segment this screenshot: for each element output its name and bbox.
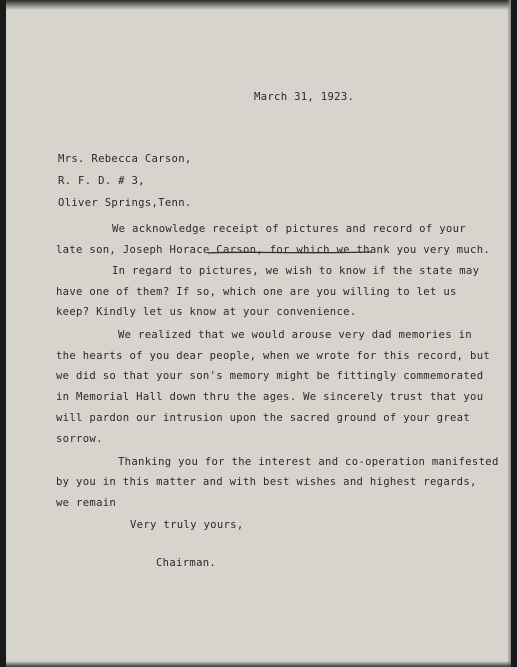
letter-date: March 31, 1923.: [254, 91, 355, 103]
body-line: we remain: [56, 497, 117, 509]
signature: Chairman.: [156, 557, 217, 569]
body-line: by you in this matter and with best wishes and highest regards,: [56, 476, 477, 488]
body-line: will pardon our intrusion upon the sacred ground of your great: [56, 412, 471, 424]
handwritten-underline: [206, 250, 374, 256]
recipient-name: Mrs. Rebecca Carson,: [58, 153, 192, 165]
recipient-city: Oliver Springs,Tenn.: [58, 197, 192, 209]
page-edge-shadow: [507, 0, 511, 667]
body-line: late son, Joseph Horace Carson, for which we thank you very much.: [56, 244, 491, 256]
body-line: keep? Kindly let us know at your convenience.: [56, 306, 357, 318]
recipient-route: R. F. D. # 3,: [58, 175, 145, 187]
body-line: In regard to pictures, we wish to know if the state may: [112, 265, 480, 277]
closing: Very truly yours,: [130, 519, 244, 531]
body-line: sorrow.: [56, 433, 103, 445]
letter-page: [6, 0, 511, 667]
body-line: in Memorial Hall down thru the ages. We sincerely trust that you: [56, 391, 484, 403]
body-line: Thanking you for the interest and co-operation manifested: [118, 456, 499, 468]
body-line: we did so that your son's memory might be fittingly commemorated: [56, 370, 484, 382]
body-line: We realized that we would arouse very dad memories in: [118, 329, 472, 341]
body-line: We acknowledge receipt of pictures and record of your: [112, 223, 466, 235]
body-line: the hearts of you dear people, when we wrote for this record, but: [56, 350, 491, 362]
body-line: have one of them? If so, which one are you willing to let us: [56, 286, 457, 298]
